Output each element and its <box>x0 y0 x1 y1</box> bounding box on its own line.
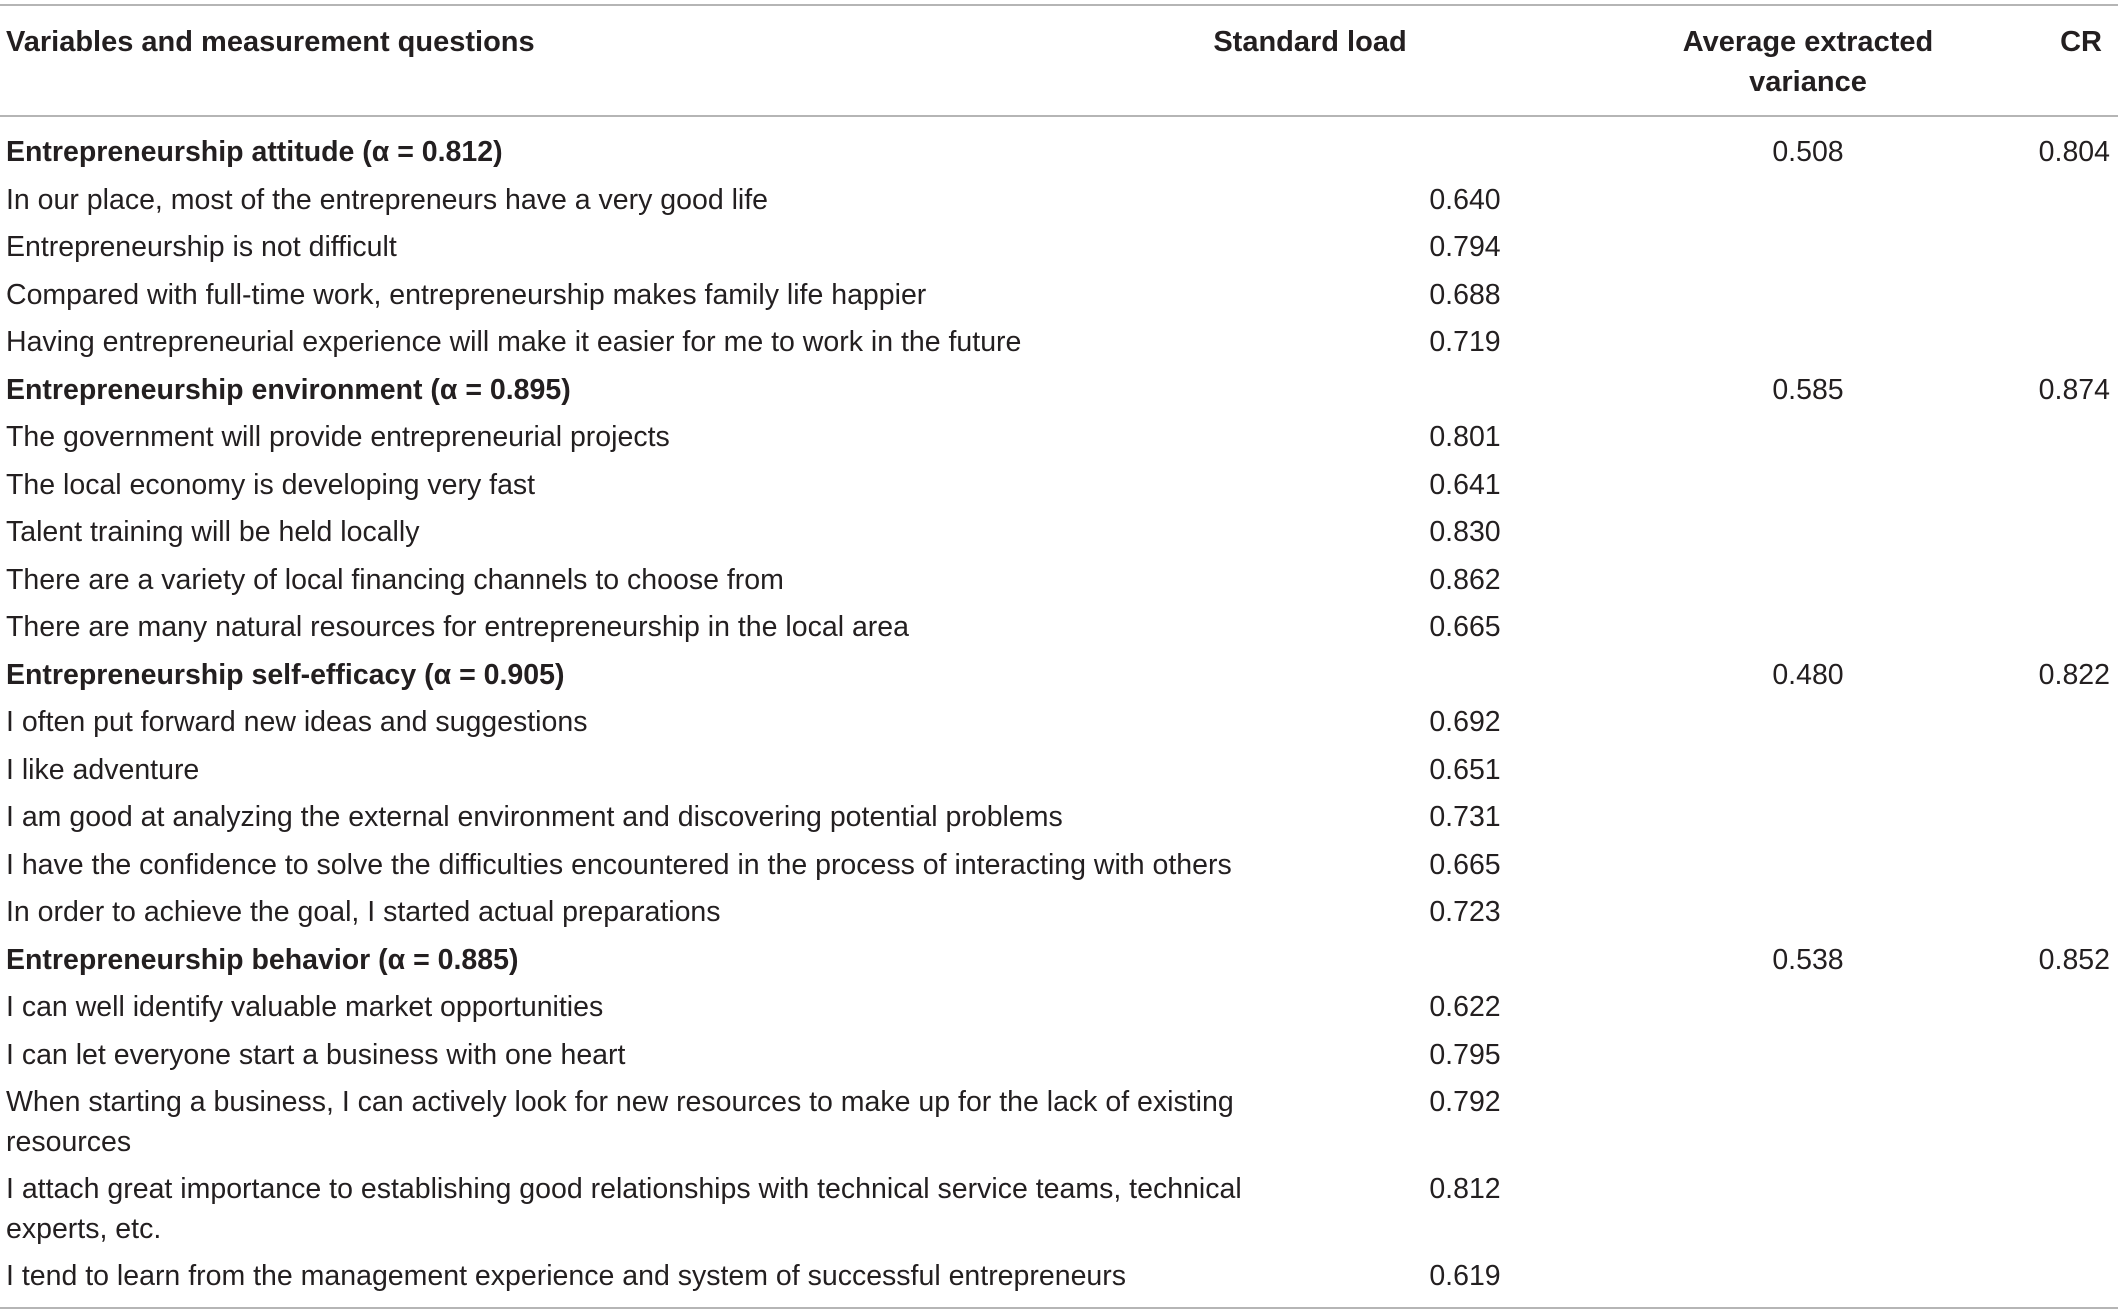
standard-load-value: 0.665 <box>1429 611 1501 643</box>
table-header-rule <box>0 115 2118 117</box>
ave-value: 0.538 <box>1772 943 1844 976</box>
table-row <box>0 888 2118 936</box>
standard-load-value: 0.812 <box>1429 1173 1501 1205</box>
item-label: I often put forward new ideas and suggestions <box>6 706 588 738</box>
item-label: In our place, most of the entrepreneurs have a very good life <box>6 183 769 216</box>
item-label: The government will provide entrepreneurial projects <box>6 421 670 453</box>
item-label: There are many natural resources for entrepreneurship in the local area <box>6 611 909 643</box>
standard-load-value: 0.651 <box>1429 753 1501 786</box>
standard-load-value: 0.830 <box>1429 516 1501 548</box>
cr-value: 0.822 <box>2038 658 2110 691</box>
standard-load-value: 0.665 <box>1429 848 1501 881</box>
item-label: In order to achieve the goal, I started actual preparations <box>6 896 721 928</box>
item-label: I can let everyone start a business with one heart <box>6 1038 626 1071</box>
table-row <box>0 413 2118 461</box>
standard-load-value: 0.692 <box>1429 706 1501 738</box>
table-group-row <box>0 366 2118 414</box>
standard-load-value: 0.723 <box>1429 896 1501 928</box>
header-variables: Variables and measurement questions <box>6 26 535 58</box>
table-row <box>0 1165 2118 1252</box>
item-label: I am good at analyzing the external environment and discovering potential problems <box>6 801 1063 833</box>
group-label: Entrepreneurship attitude (α = 0.812) <box>6 136 503 168</box>
group-label: Entrepreneurship environment (α = 0.895) <box>6 373 571 406</box>
table-row <box>0 461 2118 509</box>
table-row <box>0 1031 2118 1079</box>
table-row <box>0 793 2118 841</box>
table-row <box>0 271 2118 319</box>
table-row <box>0 1078 2118 1165</box>
group-label: Entrepreneurship self-efficacy (α = 0.905) <box>6 658 565 691</box>
standard-load-value: 0.792 <box>1429 1086 1501 1118</box>
cr-value: 0.804 <box>2038 136 2110 168</box>
standard-load-value: 0.862 <box>1429 563 1501 596</box>
table-row <box>0 983 2118 1031</box>
item-label: I have the confidence to solve the difficulties encountered in the process of interacting with others <box>6 848 1232 881</box>
item-label: The local economy is developing very fast <box>6 468 536 501</box>
standard-load-value: 0.719 <box>1429 326 1501 358</box>
table-bottom-rule <box>0 1307 2118 1309</box>
standard-load-value: 0.622 <box>1429 991 1501 1023</box>
table-group-row <box>0 936 2118 984</box>
table-row <box>0 508 2118 556</box>
table-row <box>0 746 2118 794</box>
table-row <box>0 698 2118 746</box>
item-label: There are a variety of local financing channels to choose from <box>6 563 784 596</box>
table-row <box>0 223 2118 271</box>
item-label: I can well identify valuable market opportunities <box>6 991 604 1023</box>
table-row <box>0 176 2118 224</box>
table-group-row <box>0 128 2118 176</box>
standard-load-value: 0.688 <box>1429 278 1501 311</box>
table-body <box>0 128 2118 1300</box>
item-label: I tend to learn from the management experience and system of successful entrepreneurs <box>6 1260 1127 1292</box>
table-row <box>0 841 2118 889</box>
table-row <box>0 556 2118 604</box>
header-standard-load: Standard load <box>1213 26 1407 58</box>
standard-load-value: 0.640 <box>1429 183 1501 216</box>
standard-load-value: 0.794 <box>1429 231 1501 263</box>
item-label: Talent training will be held locally <box>6 516 420 548</box>
header-ave-line1: Average extracted <box>1682 26 1934 58</box>
item-label: Entrepreneurship is not difficult <box>6 231 397 263</box>
group-label: Entrepreneurship behavior (α = 0.885) <box>6 943 519 976</box>
table-row <box>0 603 2118 651</box>
ave-value: 0.480 <box>1772 658 1844 691</box>
item-label: Having entrepreneurial experience will make it easier for me to work in the future <box>6 326 1022 358</box>
cr-value: 0.852 <box>2038 943 2110 976</box>
table-row <box>0 1252 2118 1300</box>
table-group-row <box>0 651 2118 699</box>
header-cr: CR <box>2060 26 2102 58</box>
table-row <box>0 318 2118 366</box>
standard-load-value: 0.731 <box>1429 801 1501 833</box>
ave-value: 0.585 <box>1772 373 1844 406</box>
standard-load-value: 0.801 <box>1429 421 1501 453</box>
item-label: Compared with full-time work, entrepreneurship makes family life happier <box>6 278 927 311</box>
standard-load-value: 0.795 <box>1429 1038 1501 1071</box>
table-top-rule <box>0 4 2118 6</box>
item-label: I like adventure <box>6 753 200 786</box>
ave-value: 0.508 <box>1772 136 1844 168</box>
cr-value: 0.874 <box>2038 373 2110 406</box>
item-label: I attach great importance to establishing good relationships with technical service teams, technical experts, etc. <box>6 1173 1242 1245</box>
standard-load-value: 0.641 <box>1429 468 1501 501</box>
standard-load-value: 0.619 <box>1429 1260 1501 1292</box>
header-ave-line2: variance <box>1749 66 1867 98</box>
item-label: When starting a business, I can actively look for new resources to make up for the lack of existing resources <box>6 1086 1234 1158</box>
header-average-extracted-variance <box>1648 22 1968 102</box>
